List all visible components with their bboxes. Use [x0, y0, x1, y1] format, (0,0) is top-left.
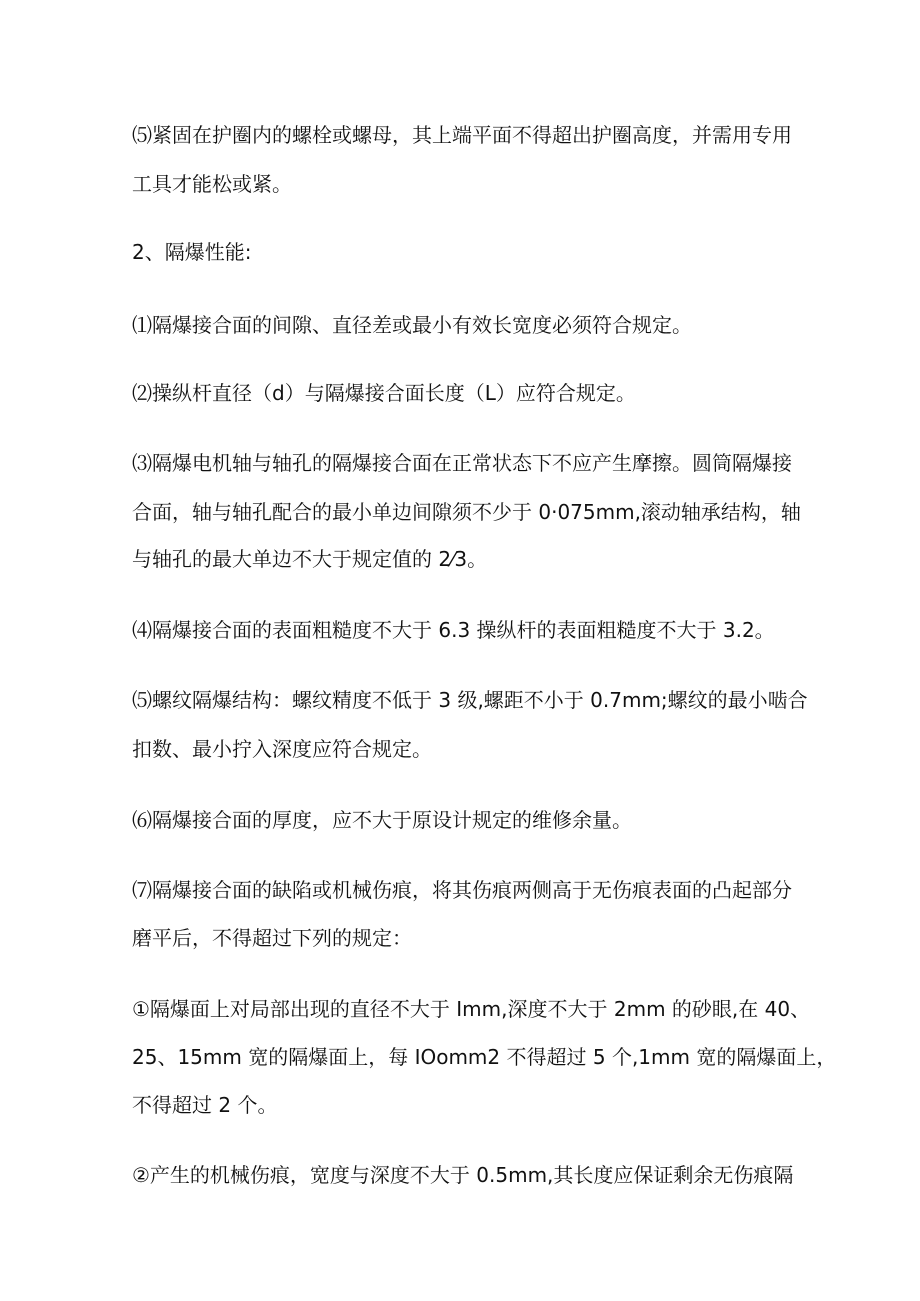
paragraph-5-line-1: ⑶隔爆电机轴与轴孔的隔爆接合面在正常状态下不应产生摩擦。圆筒隔爆接: [132, 451, 792, 475]
paragraph-10-line-1: ①隔爆面上对局部出现的直径不大于 Imm,深度不大于 2mm 的砂眼,在 40、: [132, 997, 811, 1021]
paragraph-7-line-1: ⑸螺纹隔爆结构：螺纹精度不低于 3 级,螺距不小于 0.7mm;螺纹的最小啮合: [132, 688, 808, 712]
paragraph-4-line-1: ⑵操纵杆直径（d）与隔爆接合面长度（L）应符合规定。: [132, 381, 636, 405]
paragraph-5-line-2: 合面，轴与轴孔配合的最小单边间隙须不少于 0·075mm,滚动轴承结构，轴: [132, 500, 801, 524]
paragraph-9-line-2: 磨平后，不得超过下列的规定：: [132, 926, 412, 950]
paragraph-11-line-1: ②产生的机械伤痕，宽度与深度不大于 0.5mm,其长度应保证剩余无伤痕隔: [132, 1163, 794, 1187]
paragraph-7-line-2: 扣数、最小拧入深度应符合规定。: [132, 737, 432, 761]
paragraph-8-line-1: ⑹隔爆接合面的厚度，应不大于原设计规定的维修余量。: [132, 808, 632, 832]
paragraph-10-line-2: 25、15mm 宽的隔爆面上，每 IOomm2 不得超过 5 个,1mm 宽的隔爆面上，: [132, 1045, 837, 1069]
paragraph-5-line-3: 与轴孔的最大单边不大于规定值的 2⁄3。: [132, 547, 488, 571]
paragraph-1-line-2: 工具才能松或紧。: [132, 172, 292, 196]
paragraph-6-line-1: ⑷隔爆接合面的表面粗糙度不大于 6.3 操纵杆的表面粗糙度不大于 3.2。: [132, 618, 775, 642]
paragraph-10-line-3: 不得超过 2 个。: [132, 1093, 278, 1117]
paragraph-2-line-1: 2、隔爆性能:: [132, 240, 252, 264]
paragraph-3-line-1: ⑴隔爆接合面的间隙、直径差或最小有效长宽度必须符合规定。: [132, 313, 692, 337]
paragraph-1-line-1: ⑸紧固在护圈内的螺栓或螺母，其上端平面不得超出护圈高度，并需用专用: [132, 123, 792, 147]
paragraph-9-line-1: ⑺隔爆接合面的缺陷或机械伤痕，将其伤痕两侧高于无伤痕表面的凸起部分: [132, 878, 792, 902]
